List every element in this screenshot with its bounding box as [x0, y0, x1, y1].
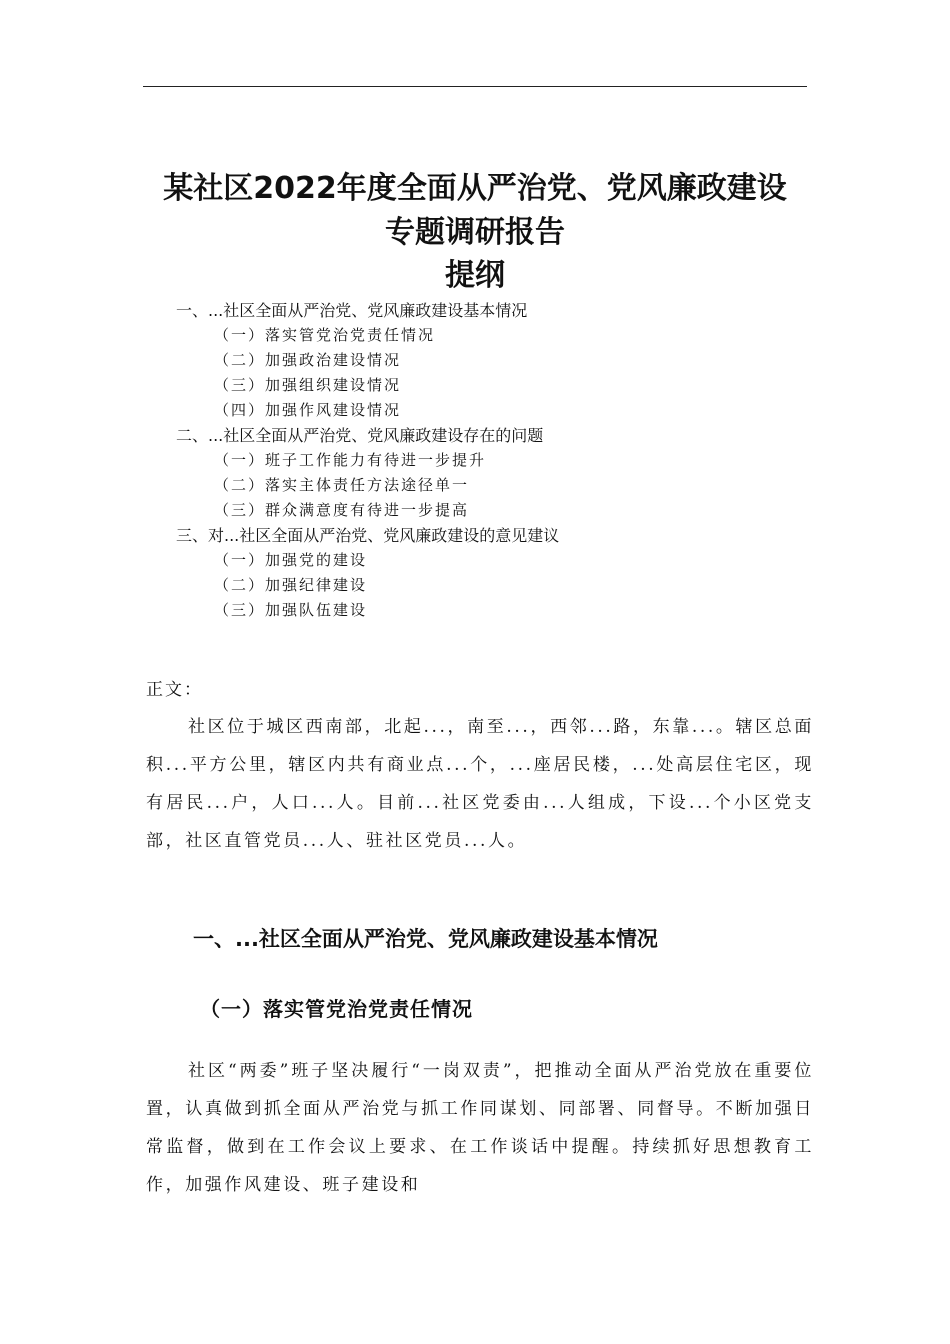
outline-item: （三）加强组织建设情况	[214, 376, 402, 394]
header-rule	[143, 86, 807, 87]
section-1-subheading-1: （一）落实管党治党责任情况	[200, 997, 473, 1021]
outline-item: 三、对...社区全面从严治党、党风廉政建设的意见建议	[176, 526, 560, 545]
outline-item: （二）加强政治建设情况	[214, 351, 402, 369]
outline-item: 一、...社区全面从严治党、党风廉政建设基本情况	[176, 301, 528, 320]
outline-list	[176, 298, 816, 623]
report-title-line-2: 专题调研报告	[385, 215, 565, 250]
body-label: 正文：	[146, 680, 203, 700]
section-1-heading: 一、...社区全面从严治党、党风廉政建设基本情况	[193, 927, 658, 951]
outline-item: （四）加强作风建设情况	[214, 401, 402, 419]
outline-item: （三）群众满意度有待进一步提高	[214, 501, 470, 519]
outline-item: （一）落实管党治党责任情况	[214, 326, 436, 344]
report-title-line-1: 某社区2022年度全面从严治党、党风廉政建设	[163, 171, 787, 206]
outline-item: （二）加强纪律建设	[214, 576, 368, 594]
section-1-paragraph-1: 社区“两委”班子坚决履行“一岗双责”，把推动全面从严治党放在重要位置，认真做到抓全面从严治党与抓工作同谋划、同部署、同督导。不断加强日常监督，做到在工作会议上要求、在工作谈话中提醒。持续抓好思想教育工作，加强作风建设、班子建设和	[146, 1061, 814, 1195]
outline-item: 二、...社区全面从严治党、党风廉政建设存在的问题	[176, 426, 544, 445]
outline-item: （一）加强党的建设	[214, 551, 368, 569]
outline-item: （三）加强队伍建设	[214, 601, 368, 619]
outline-item: （二）落实主体责任方法途径单一	[214, 476, 470, 494]
outline-item: （一）班子工作能力有待进一步提升	[214, 451, 487, 469]
outline-title: 提纲	[445, 258, 505, 293]
intro-paragraph: 社区位于城区西南部，北起...，南至...，西邻...路，东靠...。辖区总面积...平方公里，辖区内共有商业点...个，...座居民楼，...处高层住宅区，现有居民...户，人口...人。目前...社区党委由...人组成，下设...个小区党支部，社区直管党员...人、驻社区党员...人。	[146, 717, 814, 851]
